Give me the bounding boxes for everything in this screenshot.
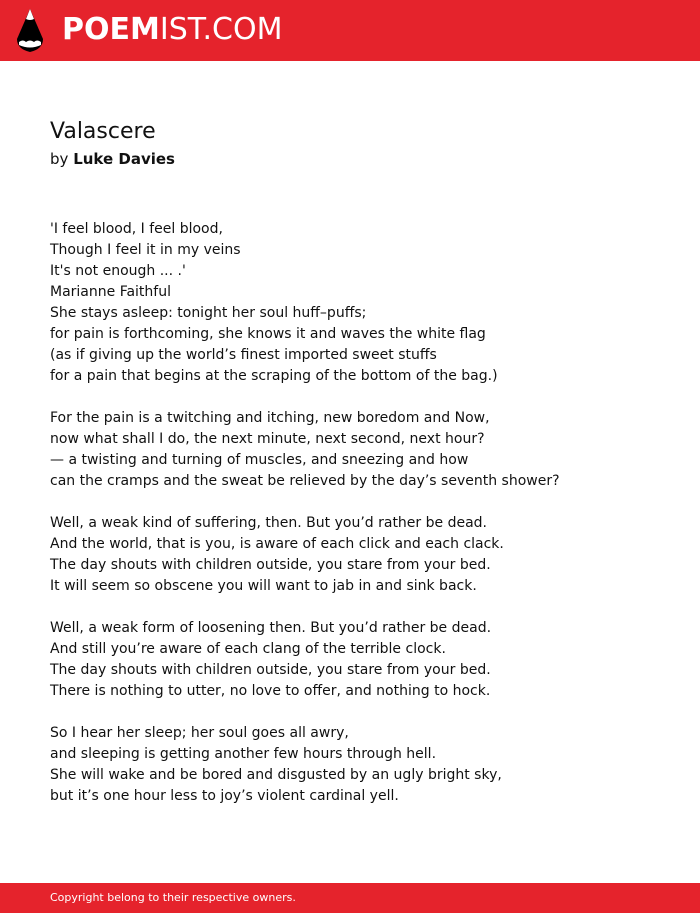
poem-line: And still you’re aware of each clang of the terrible clock. xyxy=(50,641,446,657)
poem-line: for pain is forthcoming, she knows it and waves the white flag xyxy=(50,326,486,342)
poem-line: — a twisting and turning of muscles, and sneezing and how xyxy=(50,452,469,468)
site-logo[interactable] xyxy=(62,12,282,48)
poem-line: can the cramps and the sweat be relieved by the day’s seventh shower? xyxy=(50,473,560,489)
poem-line: Though I feel it in my veins xyxy=(50,242,241,258)
site-footer xyxy=(0,883,700,913)
pencil-tip-icon[interactable] xyxy=(17,9,43,52)
poem-line: The day shouts with children outside, you stare from your bed. xyxy=(50,662,491,678)
stanza-gap xyxy=(50,492,680,513)
poem-line: It's not enough ... .' xyxy=(50,263,186,279)
poem-line: Well, a weak form of loosening then. But you’d rather be dead. xyxy=(50,620,492,636)
poem-line: The day shouts with children outside, you stare from your bed. xyxy=(50,557,491,573)
poem-line: It will seem so obscene you will want to jab in and sink back. xyxy=(50,578,477,594)
logo-text-light: IST.COM xyxy=(159,12,283,47)
poem-line: There is nothing to utter, no love to offer, and nothing to hock. xyxy=(50,683,491,699)
byline-label: by xyxy=(50,150,69,168)
poem-line: and sleeping is getting another few hours through hell. xyxy=(50,746,437,762)
poem-line: And the world, that is you, is aware of each click and each clack. xyxy=(50,536,504,552)
poem-line: now what shall I do, the next minute, next second, next hour? xyxy=(50,431,485,447)
poem-line: but it’s one hour less to joy’s violent cardinal yell. xyxy=(50,788,399,804)
author-name: Luke Davies xyxy=(73,150,175,168)
poem-line: 'I feel blood, I feel blood, xyxy=(50,221,223,237)
poem-byline xyxy=(50,149,175,169)
poem-line: She stays asleep: tonight her soul huff–puffs; xyxy=(50,305,367,321)
site-header xyxy=(0,0,700,61)
stanza-gap xyxy=(50,702,680,723)
poem-line: for a pain that begins at the scraping of the bottom of the bag.) xyxy=(50,368,498,384)
poem-line: (as if giving up the world’s finest imported sweet stuffs xyxy=(50,347,437,363)
poem-line: For the pain is a twitching and itching, new boredom and Now, xyxy=(50,410,490,426)
poem-line: Well, a weak kind of suffering, then. But you’d rather be dead. xyxy=(50,515,487,531)
stanza-gap xyxy=(50,387,680,408)
poem-title: Valascere xyxy=(50,119,156,144)
poem-line: Marianne Faithful xyxy=(50,284,171,300)
poem-body xyxy=(50,219,680,807)
poem-line: So I hear her sleep; her soul goes all awry, xyxy=(50,725,349,741)
poem-line: She will wake and be bored and disgusted by an ugly bright sky, xyxy=(50,767,502,783)
stanza-gap xyxy=(50,597,680,618)
logo-text-bold: POEM xyxy=(62,12,160,47)
copyright-text: Copyright belong to their respective owners. xyxy=(50,891,296,904)
